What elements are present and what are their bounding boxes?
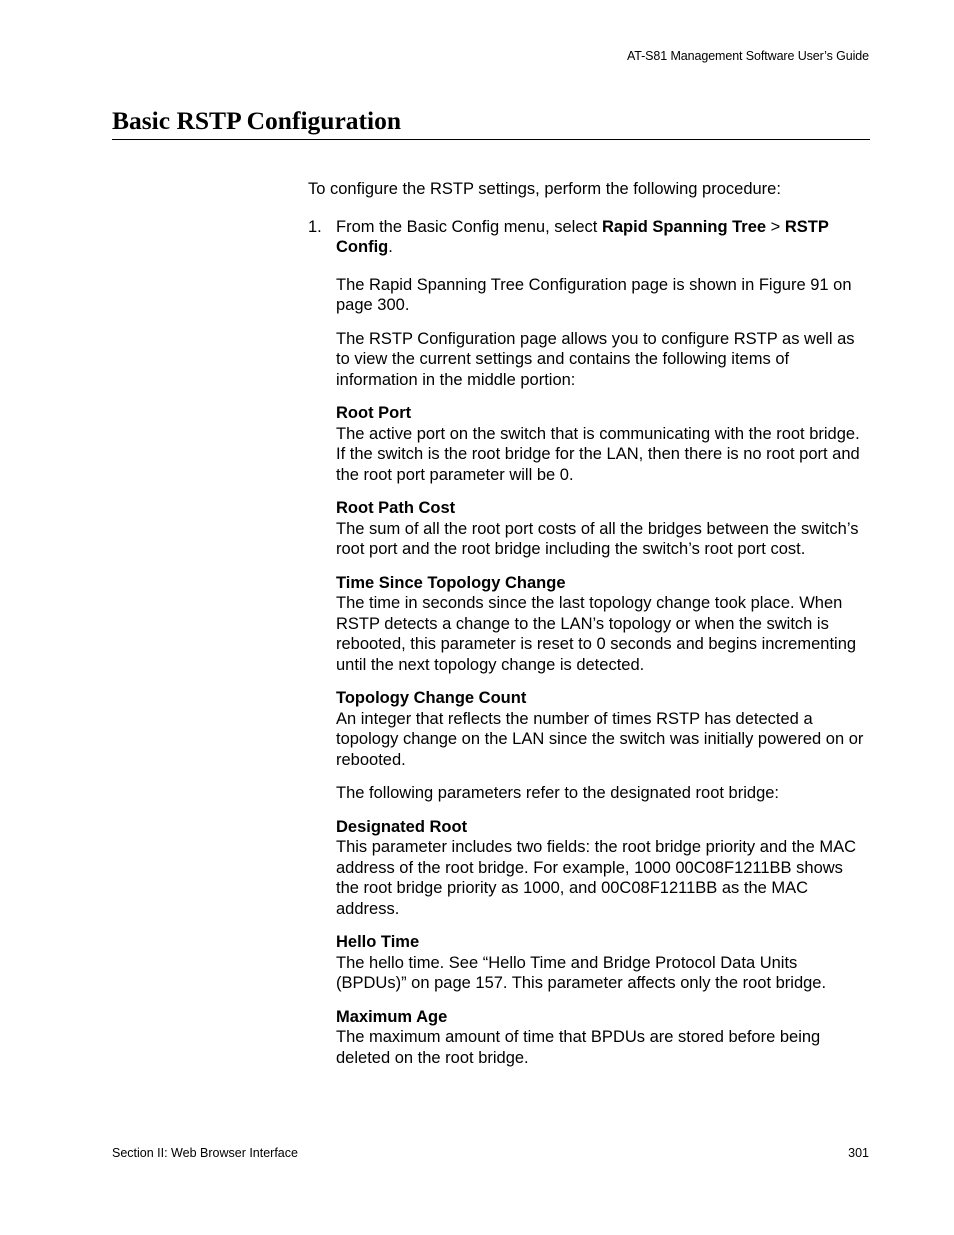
definition-item-root-path-cost <box>336 498 870 560</box>
menu-path-rstp-config: RSTP Config <box>336 217 829 256</box>
body-content <box>308 179 870 1081</box>
step-text: From the Basic Config menu, select <box>336 217 602 236</box>
menu-path-rapid-spanning-tree: Rapid Spanning Tree <box>601 217 767 236</box>
definition-item-time-since-topology-change <box>336 573 870 676</box>
description-paragraph: The RSTP Configuration page allows you to configure RSTP as well as to view the current settings and contains the following items of information in the middle portion: <box>336 329 855 389</box>
footer-section-label: Section II: Web Browser Interface <box>112 1146 298 1160</box>
definition-term: Hello Time <box>336 933 420 951</box>
definition-description: The time in seconds since the last topology change took place. When RSTP detects a change to the LAN’s topology or when the switch is rebooted, this parameter is reset to 0 seconds and begins incrementing until the next topology change is detected. <box>336 594 857 674</box>
footer-page-number: 301 <box>848 1146 869 1160</box>
definition-term: Maximum Age <box>336 1007 448 1026</box>
definition-description: The maximum amount of time that BPDUs are stored before being deleted on the root bridge. <box>336 1028 821 1067</box>
step-text-end: . <box>388 238 393 256</box>
definition-item-topology-change-count <box>336 688 870 770</box>
definition-term: Time Since Topology Change <box>336 573 566 592</box>
title-rule <box>112 139 870 140</box>
definition-item-root-port <box>336 403 870 485</box>
designated-root-intro-paragraph: The following parameters refer to the designated root bridge: <box>336 784 780 802</box>
definition-term: Designated Root <box>336 817 468 836</box>
definition-description: This parameter includes two fields: the root bridge priority and the MAC address of the root bridge. For example, 1000 00C08F1211BB shows the root bridge priority as 1000, and 00C08F1211BB as the MAC address. <box>336 838 856 918</box>
procedure-step <box>308 217 870 258</box>
definition-description: The hello time. See “Hello Time and Bridge Protocol Data Units (BPDUs)” on page 157. This parameter affects only the root bridge. <box>336 953 827 992</box>
definition-description: An integer that reflects the number of times RSTP has detected a topology change on the LAN since the switch was initially powered on or rebooted. <box>336 709 864 769</box>
step-number: 1. <box>308 217 322 236</box>
definition-term: Root Path Cost <box>336 499 456 517</box>
definition-term: Root Port <box>336 404 412 422</box>
definition-item-maximum-age <box>336 1007 870 1069</box>
definition-item-hello-time <box>336 932 870 994</box>
figure-reference-paragraph: The Rapid Spanning Tree Configuration page is shown in Figure 91 on page 300. <box>336 275 852 314</box>
definition-term: Topology Change Count <box>336 689 527 707</box>
page-title: Basic RSTP Configuration <box>112 106 402 135</box>
step-details <box>308 275 870 1069</box>
menu-path-separator: > <box>766 217 785 236</box>
running-head: AT-S81 Management Software User’s Guide <box>626 49 869 63</box>
definition-item-designated-root <box>336 817 870 920</box>
definition-description: The sum of all the root port costs of all the bridges between the switch’s root port and the root bridge including the switch’s root port cost. <box>336 519 859 558</box>
intro-paragraph: To configure the RSTP settings, perform the following procedure: <box>308 180 781 198</box>
definition-description: The active port on the switch that is communicating with the root bridge. If the switch is the root bridge for the LAN, then there is no root port and the root port parameter will be 0. <box>336 424 860 484</box>
